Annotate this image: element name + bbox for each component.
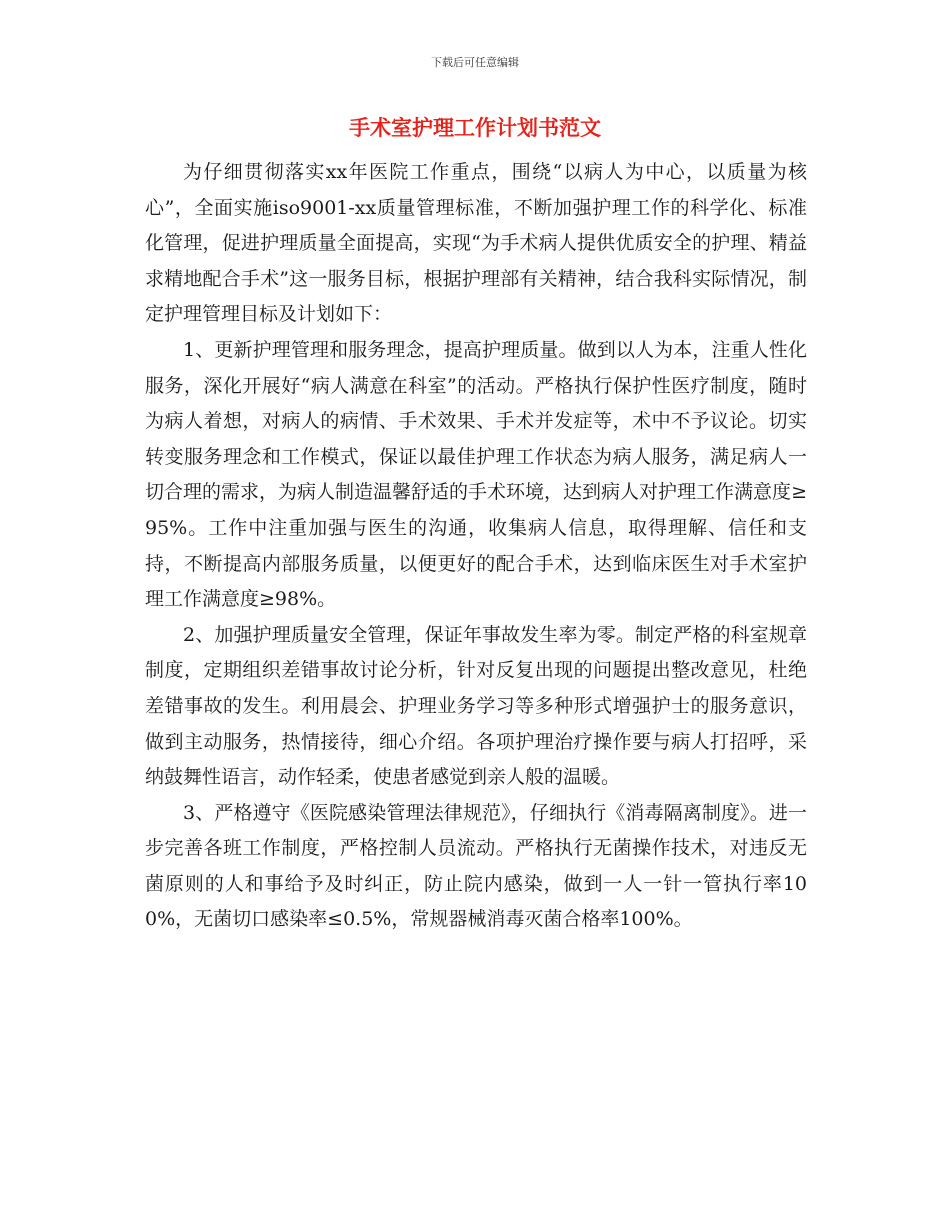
paragraph-item-2: 2、加强护理质量安全管理，保证年事故发生率为零。制定严格的科室规章制度，定期组织差错事故讨论分析，针对反复出现的问题提出整改意见，杜绝差错事故的发生。利用晨会、护理业务学习等多种形式增强护士的服务意识，做到主动服务，热情接待，细心介绍。各项护理治疗操作要与病人打招呼，采纳鼓舞性语言，动作轻柔，使患者感觉到亲人般的温暖。: [145, 623, 807, 789]
document-title: 手术室护理工作计划书范文: [349, 115, 601, 140]
document-body: [145, 155, 807, 938]
header-note: 下载后可任意编辑: [431, 56, 519, 69]
paragraph-item-1: 1、更新护理管理和服务理念，提高护理质量。做到以人为本，注重人性化服务，深化开展好“病人满意在科室”的活动。严格执行保护性医疗制度，随时为病人着想，对病人的病情、手术效果、手术并发症等，术中不予议论。切实转变服务理念和工作模式，保证以最佳护理工作状态为病人服务，满足病人一切合理的需求，为病人制造温馨舒适的手术环境，达到病人对护理工作满意度≥95%。工作中注重加强与医生的沟通，收集病人信息，取得理解、信任和支持，不断提高内部服务质量，以便更好的配合手术，达到临床医生对手术室护理工作满意度≥98%。: [145, 338, 807, 611]
paragraph-item-3: 3、严格遵守《医院感染管理法律规范》，仔细执行《消毒隔离制度》。进一步完善各班工作制度，严格控制人员流动。严格执行无菌操作技术，对违反无菌原则的人和事给予及时纠正，防止院内感染，做到一人一针一管执行率100%，无菌切口感染率≤0.5%，常规器械消毒灭菌合格率100%。: [145, 801, 807, 931]
intro-paragraph: 为仔细贯彻落实xx年医院工作重点，围绕“以病人为中心，以质量为核心”，全面实施iso9001-xx质量管理标准，不断加强护理工作的科学化、标准化管理，促进护理质量全面提高，实现“为手术病人提供优质安全的护理、精益求精地配合手术”这一服务目标，根据护理部有关精神，结合我科实际情况，制定护理管理目标及计划如下：: [145, 161, 807, 326]
